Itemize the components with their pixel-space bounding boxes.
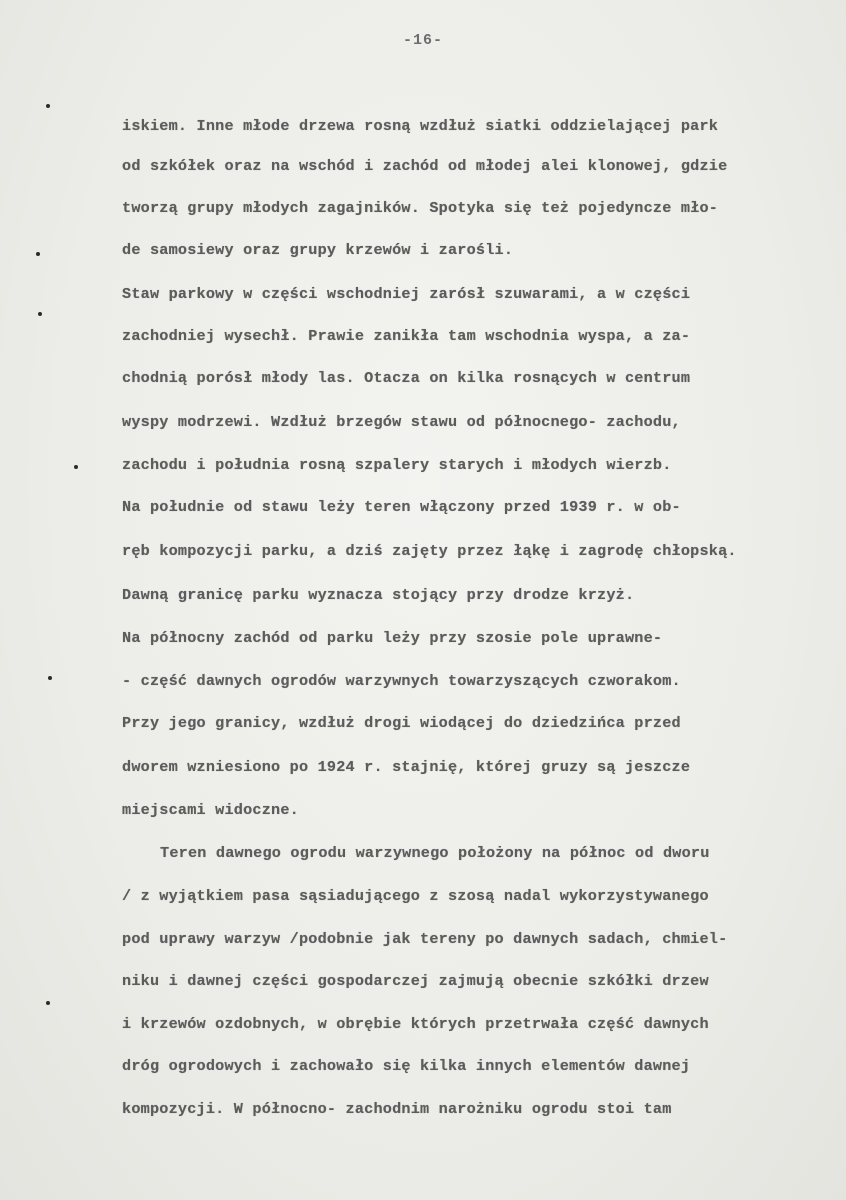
text-line-13: Na północny zachód od parku leży przy szosie pole uprawne- [122, 629, 663, 647]
text-line-18: Teren dawnego ogrodu warzywnego położony na północ od dworu [160, 844, 710, 862]
binder-hole-mark [46, 104, 50, 108]
text-line-9: zachodu i południa rosną szpalery starych i młodych wierzb. [122, 456, 672, 474]
page-number: -16- [402, 32, 443, 49]
text-line-2: od szkółek oraz na wschód i zachód od młodej alei klonowej, gdzie [122, 157, 728, 175]
text-line-12: Dawną granicę parku wyznacza stojący przy drodze krzyż. [122, 586, 635, 604]
text-line-10: Na południe od stawu leży teren włączony przed 1939 r. w ob- [122, 498, 681, 516]
text-line-15: Przy jego granicy, wzdłuż drogi wiodącej do dziedzińca przed [122, 714, 681, 732]
binder-hole-mark [38, 312, 42, 316]
text-line-14: - część dawnych ogrodów warzywnych towarzyszących czworakom. [122, 672, 681, 690]
text-line-22: i krzewów ozdobnych, w obrębie których przetrwała część dawnych [122, 1015, 709, 1033]
text-line-19: / z wyjątkiem pasa sąsiadującego z szosą nadal wykorzystywanego [122, 887, 709, 905]
text-line-23: dróg ogrodowych i zachowało się kilka innych elementów dawnej [122, 1057, 691, 1075]
binder-hole-mark [74, 465, 78, 469]
text-line-21: niku i dawnej części gospodarczej zajmują obecnie szkółki drzew [122, 972, 709, 990]
text-line-3: tworzą grupy młodych zagajników. Spotyka się też pojedyncze mło- [122, 199, 719, 217]
binder-hole-mark [48, 676, 52, 680]
text-line-4: de samosiewy oraz grupy krzewów i zarośli. [122, 241, 514, 259]
text-line-7: chodnią porósł młody las. Otacza on kilka rosnących w centrum [122, 369, 691, 387]
text-line-8: wyspy modrzewi. Wzdłuż brzegów stawu od północnego- zachodu, [122, 413, 681, 431]
text-line-1: iskiem. Inne młode drzewa rosną wzdłuż siatki oddzielającej park [122, 117, 719, 135]
binder-hole-mark [46, 1001, 50, 1005]
text-line-24: kompozycji. W północno- zachodnim narożniku ogrodu stoi tam [122, 1100, 672, 1118]
text-line-20: pod uprawy warzyw /podobnie jak tereny po dawnych sadach, chmiel- [122, 930, 728, 948]
text-line-6: zachodniej wysechł. Prawie zanikła tam wschodnia wyspa, a za- [122, 327, 691, 345]
text-line-5: Staw parkowy w części wschodniej zarósł szuwarami, a w części [122, 285, 691, 303]
text-line-17: miejscami widoczne. [122, 801, 299, 819]
text-line-16: dworem wzniesiono po 1924 r. stajnię, której gruzy są jeszcze [122, 758, 691, 776]
text-line-11: ręb kompozycji parku, a dziś zajęty przez łąkę i zagrodę chłopską. [122, 542, 737, 560]
binder-hole-mark [36, 252, 40, 256]
